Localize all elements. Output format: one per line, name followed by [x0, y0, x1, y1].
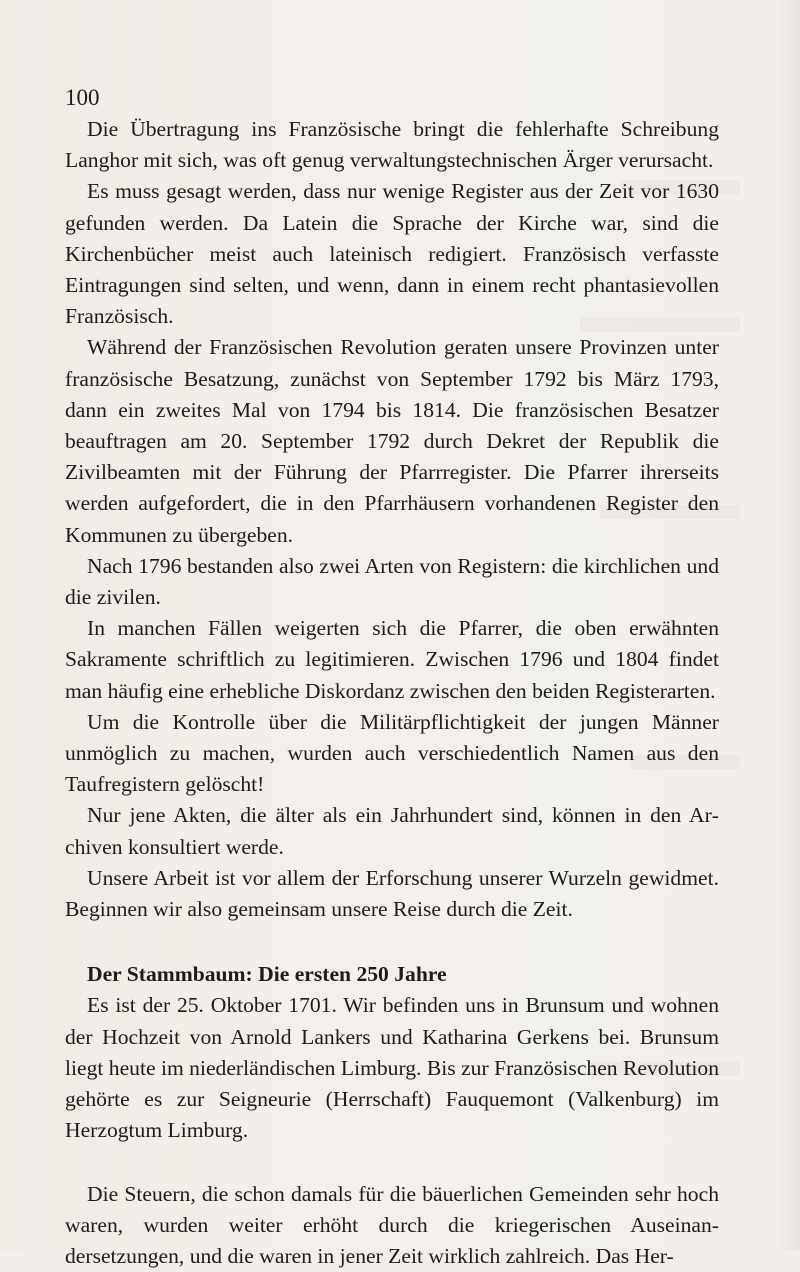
paragraph: Es ist der 25. Oktober 1701. Wir befinden uns in Brunsum und wohnen der Hochzeit von Arnold Lankers und Katharina Gerkens bei. Brunsum liegt heute im niederländischen Limburg. Bis zur Französischen Revolution gehörte es zur Seigneurie (Herrschaft) Fauquemont (Valkenburg) im Herzogtum Limburg. — [65, 990, 719, 1146]
paragraph: Die Steuern, die schon damals für die bäuerlichen Gemeinden sehr hoch waren, wurden weiter erhöht durch die kriegerischen Auseinandersetzungen, und die waren in jener Zeit wirklich zahlreich. Das Her- — [65, 1179, 719, 1272]
paragraph: Unsere Arbeit ist vor allem der Erforschung unserer Wurzeln gewidmet. Beginnen wir also gemeinsam unsere Reise durch die Zeit. — [65, 863, 719, 925]
page-edge-shadow — [774, 0, 800, 1250]
section-heading: Der Stammbaum: Die ersten 250 Jahre — [65, 959, 719, 990]
paragraph: Nur jene Akten, die älter als ein Jahrhundert sind, können in den Archiven konsultiert werde. — [65, 800, 719, 862]
paragraph: Um die Kontrolle über die Militärpflichtigkeit der jungen Männer unmöglich zu machen, wurden auch verschiedentlich Namen aus den Taufregistern gelöscht! — [65, 707, 719, 801]
paragraph: Während der Französischen Revolution geraten unsere Provinzen unter französische Besatzung, zunächst von September 1792 bis März 1793, dann ein zweites Mal von 1794 bis 1814. Die französischen Besatzer beauftragen am 20. September 1792 durch Dekret der Republik die Zivilbeamten mit der Führung der Pfarrregister. Die Pfarrer ihrerseits werden aufgefordert, die in den Pfarrhäusern vorhandenen Register den Kommunen zu übergeben. — [65, 332, 719, 550]
page-number: 100 — [65, 80, 719, 116]
paragraph: In manchen Fällen weigerten sich die Pfarrer, die oben erwähnten Sakramente schriftlich zu legitimieren. Zwischen 1796 und 1804 findet man häufig eine erhebliche Diskordanz zwischen den beiden Registerarten. — [65, 613, 719, 707]
paragraph: Die Übertragung ins Französische bringt die fehlerhafte Schreibung Langhor mit sich, was oft genug verwaltungstechnischen Ärger verursacht. — [65, 114, 719, 176]
page-text — [65, 80, 719, 1272]
paragraph: Nach 1796 bestanden also zwei Arten von Registern: die kirchlichen und die zivilen. — [65, 551, 719, 613]
paragraph: Es muss gesagt werden, dass nur wenige Register aus der Zeit vor 1630 gefunden werden. Da Latein die Sprache der Kirche war, sind die Kirchenbücher meist auch lateinisch redigiert. Französisch verfasste Eintragungen sind selten, und wenn, dann in einem recht phantasievollen Französisch. — [65, 176, 719, 332]
